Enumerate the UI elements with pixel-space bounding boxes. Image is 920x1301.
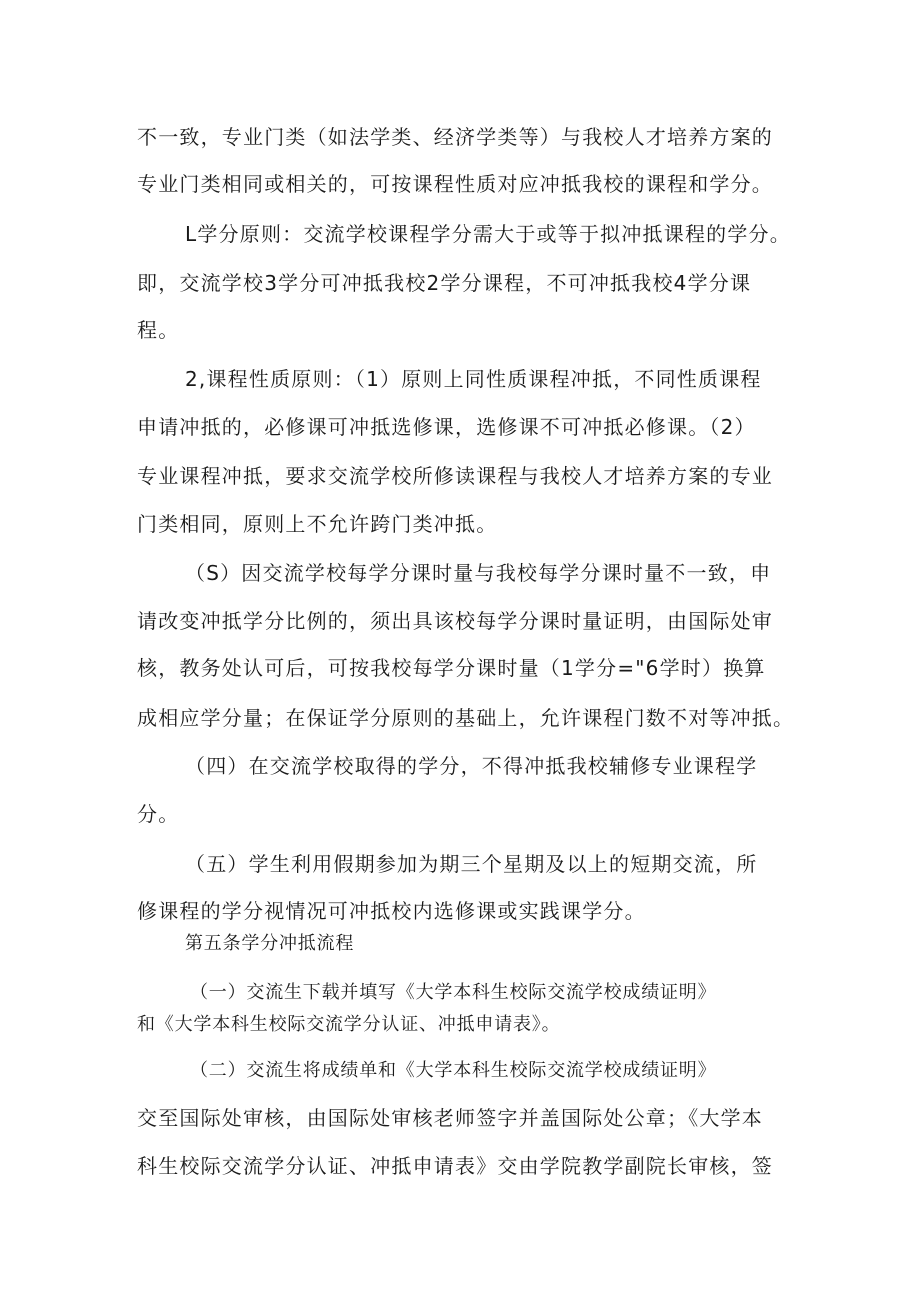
text-line: 修课程的学分视情况可冲抵校内选修课或实践课学分。 [137, 899, 646, 923]
text-line: 即，交流学校3学分可冲抵我校2学分课程，不可冲抵我校4学分课 [137, 271, 752, 295]
text-line: 交至国际处审核，由国际处审核老师签字并盖国际处公章；《大学本 [137, 1106, 763, 1130]
text-line: 专业课程冲抵，要求交流学校所修读课程与我校人才培养方案的专业 [137, 464, 773, 488]
text-line: 请改变冲抵学分比例的，须出具该校每学分课时量证明，由国际处审 [137, 609, 773, 633]
text-line: 2,课程性质原则：（1）原则上同性质课程冲抵，不同性质课程 [185, 367, 762, 391]
text-line: （四）在交流学校取得的学分，不得冲抵我校辅修专业课程学 [185, 754, 758, 778]
text-line: L学分原则：交流学校课程学分需大于或等于拟冲抵课程的学分。 [185, 222, 791, 246]
text-line: 核，教务处认可后，可按我校每学分课时量（1学分="6学时）换算 [137, 656, 766, 680]
text-line: （五）学生利用假期参加为期三个星期及以上的短期交流，所 [185, 852, 758, 876]
text-line: 程。 [137, 318, 180, 342]
text-line: （S）因交流学校每学分课时量与我校每学分课时量不一致，申 [185, 561, 772, 585]
text-line: 分。 [137, 802, 180, 826]
text-line: 科生校际交流学分认证、冲抵申请表》交由学院教学副院长审核，签 [137, 1154, 773, 1178]
section-title: 第五条学分冲抵流程 [185, 933, 355, 954]
text-line: 成相应学分量；在保证学分原则的基础上，允许课程门数不对等冲抵。 [137, 706, 795, 730]
text-line: 门类相同，原则上不允许跨门类冲抵。 [137, 512, 498, 536]
text-line: 不一致，专业门类（如法学类、经济学类等）与我校人才培养方案的 [137, 125, 773, 149]
text-line: 申请冲抵的，必修课可冲抵选修课，选修课不可冲抵必修课。（2） [137, 415, 756, 439]
text-line: （一）交流生下载并填写《大学本科生校际交流学校成绩证明》 [190, 982, 717, 1003]
text-line: （二）交流生将成绩单和《大学本科生校际交流学校成绩证明》 [190, 1060, 717, 1081]
text-line: 专业门类相同或相关的，可按课程性质对应冲抵我校的课程和学分。 [137, 172, 773, 196]
text-line: 和《大学本科生校际交流学分认证、冲抵申请表》。 [137, 1014, 561, 1035]
